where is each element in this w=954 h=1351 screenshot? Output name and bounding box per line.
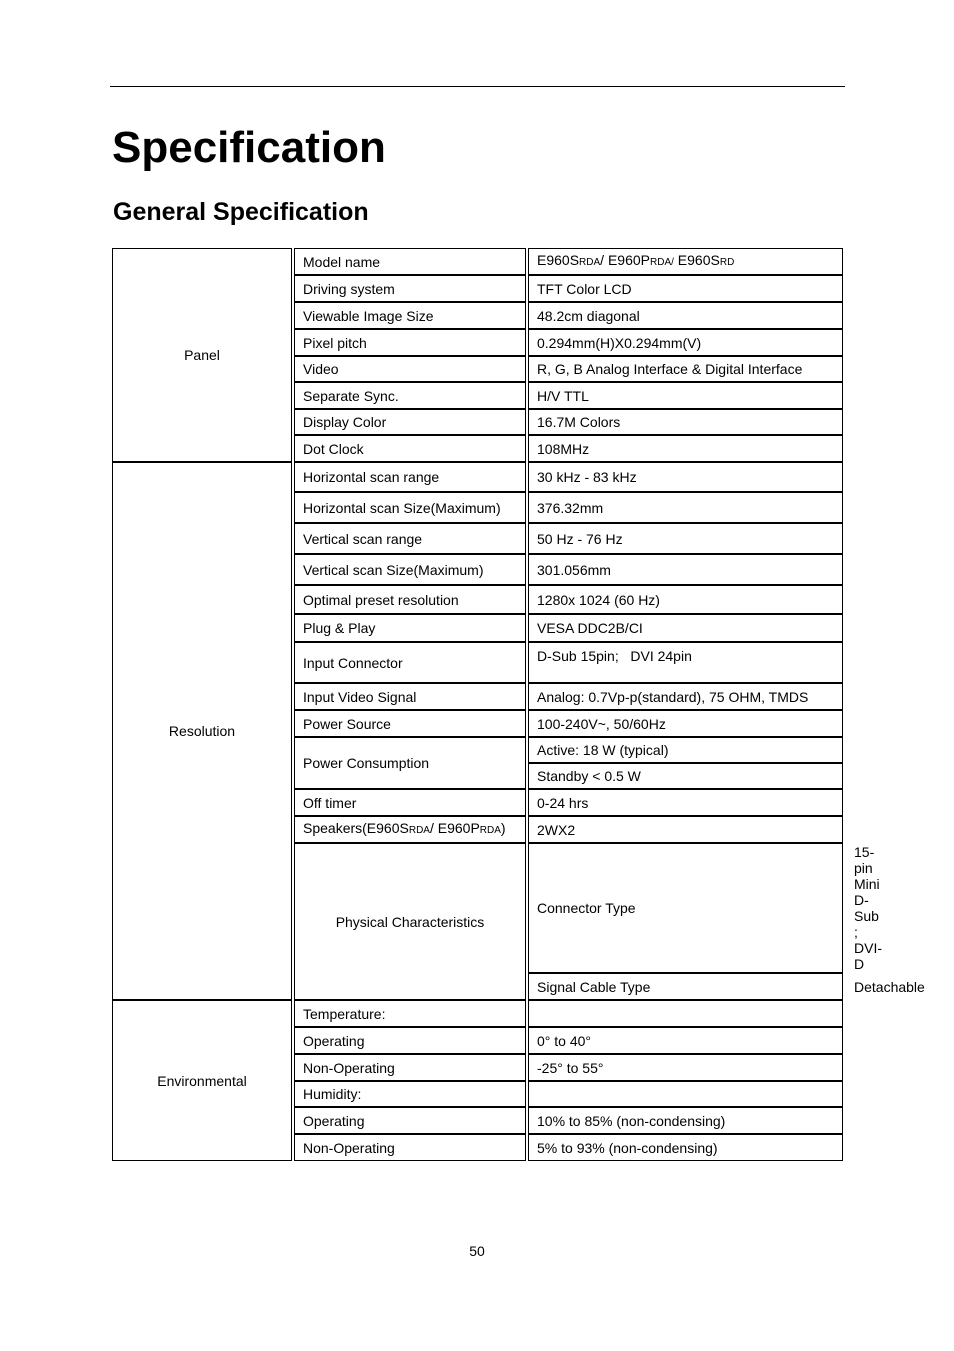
spec-value: 16.7M Colors bbox=[528, 409, 843, 435]
spec-value: VESA DDC2B/CI bbox=[528, 614, 843, 642]
spec-value: 100-240V~, 50/60Hz bbox=[528, 710, 843, 737]
spec-value: TFT Color LCD bbox=[528, 275, 843, 302]
spec-label: Humidity: bbox=[294, 1081, 526, 1107]
spec-value: 376.32mm bbox=[528, 492, 843, 523]
category-environmental: Environmental bbox=[112, 1000, 292, 1161]
spec-value: 0.294mm(H)X0.294mm(V) bbox=[528, 329, 843, 356]
category-panel: Panel bbox=[112, 248, 292, 462]
spec-label: Power Consumption bbox=[294, 737, 526, 789]
page-title: Specification bbox=[112, 123, 386, 172]
spec-label: Video bbox=[294, 356, 526, 382]
spec-label: Off timer bbox=[294, 789, 526, 816]
spec-label: Connector Type bbox=[528, 843, 843, 973]
spec-label: Non-Operating bbox=[294, 1054, 526, 1081]
table-row bbox=[112, 1000, 845, 1027]
spec-value: 5% to 93% (non-condensing) bbox=[528, 1134, 843, 1161]
page-number: 50 bbox=[469, 1243, 485, 1259]
spec-label: Operating bbox=[294, 1027, 526, 1054]
spec-label: Vertical scan range bbox=[294, 523, 526, 554]
spec-label: Operating bbox=[294, 1107, 526, 1134]
spec-value: -25° to 55° bbox=[528, 1054, 843, 1081]
spec-value-model: E960SRDA/ E960PRDA/ E960SRD bbox=[528, 248, 843, 275]
spec-label: Input Video Signal bbox=[294, 683, 526, 710]
spec-label: Optimal preset resolution bbox=[294, 585, 526, 614]
spec-label: Separate Sync. bbox=[294, 382, 526, 409]
spec-value: Analog: 0.7Vp-p(standard), 75 OHM, TMDS bbox=[528, 683, 843, 710]
spec-label: Power Source bbox=[294, 710, 526, 737]
table-row: Signal Cable Type Detachable bbox=[112, 973, 845, 1000]
spec-value: R, G, B Analog Interface & Digital Interface bbox=[528, 356, 843, 382]
spec-label: Horizontal scan range bbox=[294, 462, 526, 492]
spec-value: 1280x 1024 (60 Hz) bbox=[528, 585, 843, 614]
spec-table bbox=[110, 248, 925, 1161]
spec-label: Dot Clock bbox=[294, 435, 526, 462]
spec-value: 30 kHz - 83 kHz bbox=[528, 462, 843, 492]
spec-label: Pixel pitch bbox=[294, 329, 526, 356]
spec-value: Active: 18 W (typical) bbox=[528, 737, 843, 763]
spec-value bbox=[528, 1081, 843, 1107]
spec-value: 2WX2 bbox=[528, 816, 843, 843]
spec-value bbox=[528, 1000, 843, 1027]
spec-label: Horizontal scan Size(Maximum) bbox=[294, 492, 526, 523]
spec-value: 50 Hz - 76 Hz bbox=[528, 523, 843, 554]
spec-value: 301.056mm bbox=[528, 554, 843, 585]
spec-value: 48.2cm diagonal bbox=[528, 302, 843, 329]
header-rule bbox=[110, 86, 845, 87]
spec-label: Model name bbox=[294, 248, 526, 275]
spec-label: Vertical scan Size(Maximum) bbox=[294, 554, 526, 585]
spec-label: Input Connector bbox=[294, 642, 526, 683]
category-resolution: Resolution bbox=[112, 462, 292, 1000]
spec-label: Plug & Play bbox=[294, 614, 526, 642]
spec-value: D-Sub 15pin; DVI 24pin bbox=[528, 642, 843, 683]
category-physical: Physical Characteristics bbox=[294, 843, 526, 1000]
spec-label: Signal Cable Type bbox=[528, 973, 843, 1000]
spec-label: Non-Operating bbox=[294, 1134, 526, 1161]
table-row bbox=[112, 462, 845, 492]
spec-label: Temperature: bbox=[294, 1000, 526, 1027]
spec-value: 0-24 hrs bbox=[528, 789, 843, 816]
spec-value: Standby < 0.5 W bbox=[528, 763, 843, 789]
spec-value: 0° to 40° bbox=[528, 1027, 843, 1054]
table-row: Physical Characteristics Connector Type 15-pin Mini D-Sub ; DVI-D bbox=[112, 843, 845, 973]
spec-label: Driving system bbox=[294, 275, 526, 302]
table-row bbox=[112, 248, 845, 275]
spec-value: 108MHz bbox=[528, 435, 843, 462]
spec-value: 10% to 85% (non-condensing) bbox=[528, 1107, 843, 1134]
section-title: General Specification bbox=[113, 198, 369, 226]
spec-label: Viewable Image Size bbox=[294, 302, 526, 329]
spec-label: Display Color bbox=[294, 409, 526, 435]
spec-value: H/V TTL bbox=[528, 382, 843, 409]
spec-label-speakers: Speakers(E960SRDA/ E960PRDA) bbox=[294, 816, 526, 843]
